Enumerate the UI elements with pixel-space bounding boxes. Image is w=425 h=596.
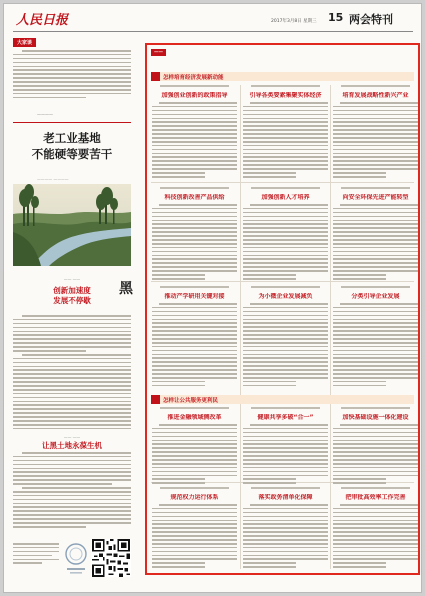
article-4 xyxy=(152,187,237,282)
column-divider-2 xyxy=(330,85,331,569)
newspaper-logo: 人民日报 xyxy=(16,13,69,28)
kicker-3: —— —— xyxy=(63,434,81,439)
row-divider-1 xyxy=(151,182,414,183)
article-title: 培育发展战略性新兴产业 xyxy=(342,92,409,99)
article-title: 规范权力运行体系 xyxy=(170,494,219,501)
masthead-rule xyxy=(13,31,413,32)
article-title: 落实政务清单化保障 xyxy=(258,494,313,501)
article-title: 推动产学研用关键对接 xyxy=(164,293,225,300)
article-body xyxy=(243,204,328,282)
article-title: 加强创新人才培养 xyxy=(261,194,310,201)
page-number: 15 xyxy=(328,11,344,24)
article-title: 分类引导企业发展 xyxy=(351,293,400,300)
article-7 xyxy=(152,286,237,393)
column-divider-1 xyxy=(240,85,241,569)
main-headline xyxy=(13,130,131,162)
article-6 xyxy=(333,187,418,282)
article-kicker xyxy=(333,85,418,89)
article-title: 健康共享多破“合一” xyxy=(257,414,314,421)
article-kicker xyxy=(243,187,328,191)
article-kicker xyxy=(152,187,237,191)
article-body xyxy=(243,504,328,572)
article-5 xyxy=(243,187,328,282)
section-marker-icon xyxy=(151,72,160,81)
article-kicker xyxy=(333,286,418,290)
lead-paragraph xyxy=(13,50,131,106)
newspaper-page xyxy=(3,3,422,593)
article-8 xyxy=(243,286,328,393)
article-title: 把审批高效率工作完善 xyxy=(345,494,406,501)
subheadline-1 xyxy=(13,286,131,306)
article-kicker xyxy=(333,187,418,191)
article-kicker xyxy=(333,407,418,411)
article-body xyxy=(333,504,418,572)
masthead xyxy=(13,9,413,35)
article-10 xyxy=(152,407,237,486)
article-3 xyxy=(333,85,418,182)
column-label: 大家谈 xyxy=(13,38,36,47)
article-1 xyxy=(152,85,237,182)
article-12 xyxy=(333,407,418,486)
article-title: 科技创新改善产品供给 xyxy=(164,194,225,201)
article-title: 加强创业创新的政策指导 xyxy=(161,92,228,99)
section-bar-2 xyxy=(151,395,414,404)
article-kicker xyxy=(152,487,237,491)
main-headline-line-1: 老工业基地 xyxy=(43,131,101,145)
article-15 xyxy=(333,487,418,572)
article-title: 加快基础设施一体化建设 xyxy=(342,414,409,421)
section-bar-1 xyxy=(151,72,414,81)
subheadline-1-line-1: 创新加速度 xyxy=(53,286,91,295)
article-2 xyxy=(243,85,328,182)
section-name: 两会特刊 xyxy=(349,13,393,26)
article-kicker xyxy=(243,487,328,491)
left-column xyxy=(13,36,133,586)
qr-code xyxy=(91,539,131,577)
kicker-2: —— —— xyxy=(63,276,81,281)
article-kicker xyxy=(243,85,328,89)
section-title-1: 怎样培育经济发展新动能 xyxy=(163,75,224,81)
article-body xyxy=(333,204,418,282)
byline: ———— ———— xyxy=(37,176,69,181)
article-title: 为小微企业发展减负 xyxy=(258,293,313,300)
article-kicker xyxy=(152,286,237,290)
article-11 xyxy=(243,407,328,486)
article-body xyxy=(152,303,237,393)
footnote-block xyxy=(13,543,59,577)
red-rule xyxy=(13,122,131,123)
panel-tag: —— xyxy=(151,49,166,56)
article-body-1 xyxy=(13,315,131,429)
article-body xyxy=(152,204,237,282)
article-body xyxy=(152,424,237,486)
article-body xyxy=(152,102,237,182)
photo-caption: 黑 xyxy=(119,281,133,297)
two-sessions-panel xyxy=(145,43,420,575)
lead-signature: ———— xyxy=(37,112,53,117)
main-headline-line-2: 不能硬等要苦干 xyxy=(31,147,113,161)
article-body xyxy=(152,504,237,572)
issue-date: 2017年3月8日 星期三 xyxy=(271,19,317,24)
subheadline-1-line-2: 发展不停歇 xyxy=(53,296,91,305)
emblem-logo xyxy=(63,541,89,575)
section-title-2: 怎样让公共服务更利民 xyxy=(163,398,219,404)
article-title: 引导各类要素集聚实体经济 xyxy=(249,92,322,99)
article-body-2 xyxy=(13,452,131,532)
article-title: 推进金融领域侧改革 xyxy=(167,414,222,421)
article-kicker xyxy=(152,85,237,89)
article-kicker xyxy=(243,407,328,411)
forest-river-photo xyxy=(13,184,131,266)
article-body xyxy=(243,424,328,486)
article-body xyxy=(243,102,328,182)
subheadline-2: 让黑土地永葆生机 xyxy=(42,441,102,450)
article-kicker xyxy=(333,487,418,491)
article-9 xyxy=(333,286,418,393)
article-14 xyxy=(243,487,328,572)
section-marker-icon xyxy=(151,395,160,404)
article-kicker xyxy=(152,407,237,411)
article-13 xyxy=(152,487,237,572)
article-body xyxy=(333,102,418,182)
article-title: 向安全环保先进产能转型 xyxy=(342,194,409,201)
article-body xyxy=(333,303,418,393)
article-kicker xyxy=(243,286,328,290)
article-body xyxy=(243,303,328,393)
article-body xyxy=(333,424,418,486)
